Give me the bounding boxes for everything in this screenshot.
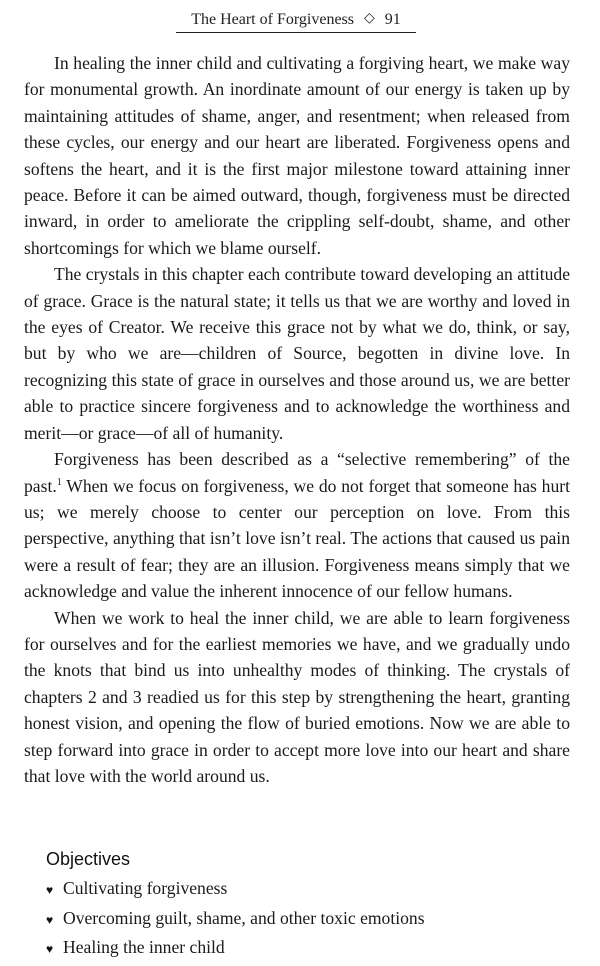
page-number: 91 [384, 11, 401, 28]
objective-item [46, 875, 566, 905]
footnote-marker: 1 [56, 476, 62, 488]
diamond-icon: ◇ [364, 11, 375, 26]
heart-icon: ♥ [46, 942, 54, 956]
paragraph-3-text-start: Forgiveness has been described as a “selective remembering” of the past. [24, 449, 570, 496]
objective-text: Healing the inner child [63, 937, 225, 957]
objectives-section [46, 846, 566, 964]
objective-text: Cultivating forgiveness [63, 878, 228, 898]
paragraph-1: In healing the inner child and cultivating a forgiving heart, we make way for monumental growth. An inordinate amount of our energy is taken up by maintaining attitudes of shame, anger, and resentment; when released from these cycles, our energy and our heart are liberated. Forgiveness opens and softens the heart, and it is the first major milestone toward attaining inner peace. Before it can be aimed outward, though, forgiveness must be directed inward, in order to ameliorate the crippling self-doubt, shame, and other shortcomings for which we blame ourself. [24, 53, 570, 258]
objectives-heading: Objectives [46, 849, 131, 869]
paragraph-2: The crystals in this chapter each contribute toward developing an attitude of grace. Grace is the natural state; it tells us that we are worthy and loved in the eyes of Creator. We receive this grace not by what we do, think, or say, but by who we are—children of Source, begotten in divine love. In recognizing this state of grace in ourselves and those around us, we are better able to practice sincere forgiveness and to acknowledge the worthiness and merit—or grace—of all of humanity. [24, 264, 570, 443]
heart-icon: ♥ [46, 883, 54, 897]
running-title: The Heart of Forgiveness [191, 11, 354, 28]
objectives-list [46, 875, 566, 964]
objective-text: Overcoming guilt, shame, and other toxic emotions [63, 907, 425, 928]
objective-item [46, 905, 566, 935]
paragraph-4: When we work to heal the inner child, we are able to learn forgiveness for ourselves and for the earliest memories we have, and we gradually undo the knots that bind us into unhealthy modes of thinking. The crystals of chapters 2 and 3 readied us for this step by strengthening the heart, granting honest vision, and opening the flow of buried emotions. Now we are able to step forward into grace in order to accept more love into our heart and share that love with the world around us. [24, 607, 570, 786]
heart-icon: ♥ [46, 912, 54, 927]
body-text [24, 50, 570, 789]
paragraph-3 [24, 446, 570, 604]
objective-item [46, 934, 566, 964]
running-header [176, 8, 416, 33]
paragraph-3-text-end: When we focus on forgiveness, we do not forget that someone has hurt us; we merely choose to center our perception on love. From this perspective, anything that isn’t love isn’t real. The actions that caused us pain were a result of fear; they are an illusion. Forgiveness means simply that we acknowledge and value the inherent innocence of our fellow humans. [24, 475, 570, 602]
